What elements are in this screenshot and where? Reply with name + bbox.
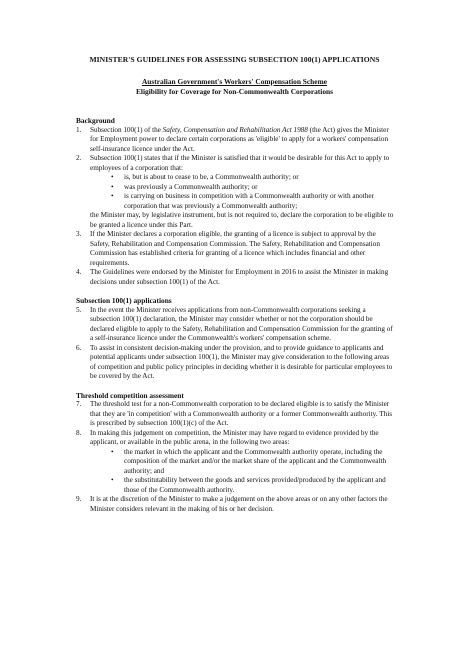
- bullet-text: the market in which the applicant and the Commonwealth authority operate, including the composition of the market and/or the market share of the applicant and the Commonwealth authority; and: [124, 447, 387, 475]
- section-subsection-applications: [76, 296, 394, 382]
- bullet-item: [110, 448, 394, 477]
- section-heading-background: Background: [76, 116, 115, 125]
- paragraph-5: [76, 306, 394, 344]
- bullet-icon: •: [111, 476, 114, 484]
- paragraph-number: 7.: [76, 400, 82, 408]
- subtitle-scheme: Australian Government's Workers' Compensation Scheme: [141, 77, 328, 86]
- paragraph-text: (the Act) gives the Minister for Employment power to declare certain corporations as 'eligible' to apply for a workers' compensation self-insurance licence under the Act.: [90, 125, 389, 153]
- paragraph-text: The Guidelines were endorsed by the Minister for Employment in 2016 to assist the Minister in making decisions under subsection 100(1) of the Act.: [90, 268, 389, 286]
- paragraph-3: [76, 230, 394, 268]
- act-title: Safety, Compensation and Rehabilitation Act 1988: [162, 125, 308, 134]
- bullet-item: [110, 476, 394, 495]
- paragraph-4: [76, 268, 394, 287]
- subtitle-eligibility: Eligibility for Coverage for Non-Commonwealth Corporations: [136, 86, 333, 96]
- document-title: MINISTER'S GUIDELINES FOR ASSESSING SUBSECTION 100(1) APPLICATIONS: [89, 55, 380, 64]
- section-threshold: [76, 391, 394, 515]
- paragraph-intro: In making this judgement on competition, the Minister may have regard to evidence provided by the applicant, or available in the public arena, in the following two areas:: [90, 428, 379, 446]
- section-background: [76, 116, 394, 287]
- bullet-list: [90, 173, 394, 211]
- paragraph-text: To assist in consistent decision-making under the provision, and to provide guidance to applicants and potential applicants under subsection 100(1), the Minister may give consideration to the following areas of competition and public policy principles in deciding whether it is desirable for particular employees to be covered by the Act.: [90, 343, 393, 380]
- threshold-list: [76, 400, 394, 514]
- paragraph-intro: Subsection 100(1) states that if the Minister is satisfied that it would be desirable for this Act to apply to employees of a corporation that:: [90, 154, 390, 172]
- bullet-list: [90, 448, 394, 496]
- document-subtitle: [0, 77, 469, 96]
- bullet-text: was previously a Commonwealth authority; or: [124, 182, 258, 191]
- paragraph-text: Subsection 100(1) of the: [90, 125, 163, 134]
- bullet-item: [110, 192, 394, 211]
- paragraph-text: It is at the discretion of the Minister to make a judgement on the above areas or on any other factors the Minister considers relevant in the making of his or her decision.: [90, 495, 388, 513]
- paragraph-number: 1.: [76, 125, 82, 134]
- paragraph-number: 2.: [76, 154, 82, 162]
- subsection-list: [76, 306, 394, 382]
- paragraph-text: If the Minister declares a corporation eligible, the granting of a licence is subject to approval by the Safety, Rehabilitation and Compensation Commission. The Safety, Rehabilitation and Compensation Commission has established criteria for granting of a licence which includes financial and other requirements.: [90, 230, 380, 267]
- paragraph-1: [76, 126, 394, 155]
- paragraph-text: In the event the Minister receives applications from non-Commonwealth corporations seeking a subsection 100(1) declaration, the Minister may consider whether or not the corporation should be declared eligible to apply to the Safety, Rehabilitation and Compensation Commission for the granting of a self-insurance licence under the Commonwealth's workers' compensation scheme.: [90, 305, 393, 342]
- document-body: [76, 116, 394, 523]
- paragraph-8: [76, 429, 394, 496]
- paragraph-9: [76, 495, 394, 514]
- section-heading-threshold: Threshold competition assessment: [76, 390, 184, 400]
- bullet-icon: •: [111, 447, 114, 456]
- bullet-icon: •: [111, 173, 114, 181]
- paragraph-6: [76, 344, 394, 382]
- bullet-item: [110, 173, 394, 183]
- bullet-text: the substitutability between the goods and services provided/produced by the applicant and those of the Commonwealth authority.: [124, 476, 386, 494]
- paragraph-number: 5.: [76, 305, 82, 314]
- paragraph-7: [76, 400, 394, 429]
- bullet-icon: •: [111, 182, 114, 191]
- paragraph-text: The threshold test for a non-Commonwealth corporation to be declared eligible is to satisfy the Minister that they are 'in competition' with a Commonwealth authority or a former Commonwealth authority. This is prescribed by subsection 100(1)(c) of the Act.: [90, 400, 393, 427]
- bullet-text: is, but is about to cease to be, a Commonwealth authority; or: [124, 173, 299, 181]
- paragraph-number: 4.: [76, 268, 82, 276]
- bullet-text: is carrying on business in competition with a Commonwealth authority or with another corporation that was previously a Commonwealth authority;: [124, 192, 374, 210]
- paragraph-number: 8.: [76, 428, 82, 437]
- section-heading-subsection: Subsection 100(1) applications: [76, 296, 172, 305]
- paragraph-number: 3.: [76, 230, 82, 238]
- paragraph-number: 6.: [76, 343, 82, 352]
- paragraph-outro: the Minister may, by legislative instrument, but is not required to, declare the corporation to be eligible to be granted a licence under this Part.: [90, 211, 394, 229]
- paragraph-number: 9.: [76, 495, 82, 503]
- paragraph-2: [76, 154, 394, 230]
- bullet-icon: •: [111, 192, 114, 200]
- bullet-item: [110, 183, 394, 193]
- background-list: [76, 126, 394, 288]
